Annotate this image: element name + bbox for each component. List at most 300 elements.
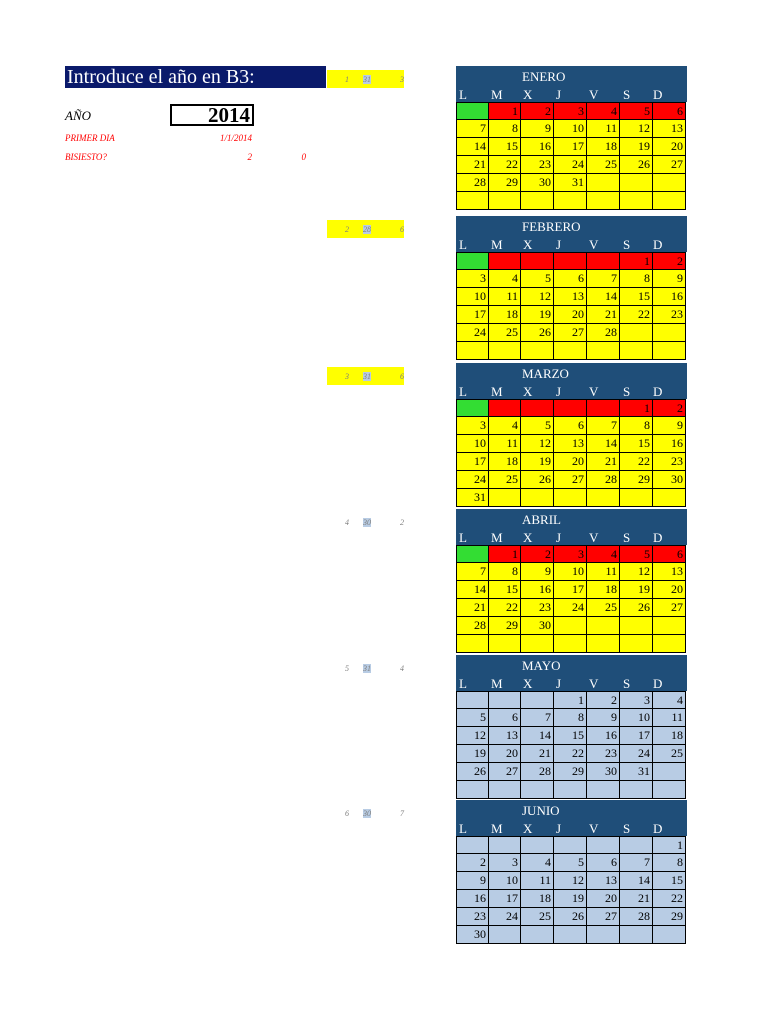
aux-value: 30 <box>363 809 371 818</box>
day-cell[interactable]: 23 <box>521 156 554 174</box>
day-cell[interactable] <box>554 617 587 635</box>
day-cell[interactable]: 28 <box>521 763 554 781</box>
day-cell[interactable]: 19 <box>620 581 653 599</box>
day-cell[interactable] <box>456 836 489 854</box>
day-cell[interactable]: 26 <box>620 599 653 617</box>
weekday-label: L <box>459 530 467 545</box>
aux-value: 28 <box>363 225 371 234</box>
day-cell[interactable]: 25 <box>489 324 521 342</box>
day-cell[interactable] <box>653 617 686 635</box>
day-cell[interactable]: 20 <box>653 581 686 599</box>
weekday-label: D <box>653 384 663 399</box>
day-cell[interactable]: 24 <box>456 324 489 342</box>
weekday-label: M <box>491 237 503 252</box>
weekday-label: X <box>523 87 533 102</box>
day-cell[interactable]: 17 <box>554 138 587 156</box>
day-cell[interactable]: 7 <box>587 270 620 288</box>
day-cell[interactable] <box>620 489 653 507</box>
leap-label: BISIESTO? <box>65 152 107 162</box>
day-cell[interactable] <box>653 489 686 507</box>
day-cell[interactable]: 24 <box>554 156 587 174</box>
day-cell[interactable]: 20 <box>653 138 686 156</box>
day-cell[interactable]: 30 <box>521 174 554 192</box>
day-cell[interactable] <box>489 781 521 799</box>
day-cell[interactable]: 8 <box>620 417 653 435</box>
day-cell[interactable]: 22 <box>620 453 653 471</box>
day-cell[interactable]: 23 <box>521 599 554 617</box>
day-cell[interactable]: 22 <box>620 306 653 324</box>
day-cell[interactable]: 9 <box>653 417 686 435</box>
aux-value: 4 <box>345 518 349 527</box>
day-cell[interactable]: 31 <box>456 489 489 507</box>
day-cell[interactable]: 23 <box>587 745 620 763</box>
day-cell[interactable]: 7 <box>521 709 554 727</box>
month-aux-values <box>327 70 404 88</box>
day-cell[interactable]: 27 <box>653 156 686 174</box>
day-cell[interactable]: 14 <box>587 435 620 453</box>
month-calendar <box>456 509 687 653</box>
aux-value: 30 <box>363 518 371 527</box>
day-cell[interactable]: 7 <box>456 120 489 138</box>
day-cell[interactable]: 25 <box>489 471 521 489</box>
weekday-label: X <box>523 530 533 545</box>
weekday-label: J <box>556 87 562 102</box>
month-calendar <box>456 655 687 799</box>
day-cell[interactable] <box>521 399 554 417</box>
day-cell[interactable]: 1 <box>489 102 521 120</box>
day-cell[interactable]: 20 <box>554 306 587 324</box>
day-cell[interactable]: 1 <box>489 545 521 563</box>
day-cell[interactable]: 24 <box>620 745 653 763</box>
day-cell[interactable]: 2 <box>456 854 489 872</box>
month-header <box>456 800 687 836</box>
day-cell[interactable]: 14 <box>456 138 489 156</box>
day-cell[interactable]: 26 <box>554 908 587 926</box>
day-cell[interactable] <box>620 635 653 653</box>
month-aux-values <box>327 804 404 822</box>
day-cell[interactable] <box>620 174 653 192</box>
day-cell[interactable]: 23 <box>653 306 686 324</box>
day-cell[interactable] <box>554 489 587 507</box>
weekday-label: D <box>653 530 663 545</box>
day-cell[interactable]: 9 <box>521 563 554 581</box>
day-cell[interactable]: 13 <box>587 872 620 890</box>
day-cell[interactable] <box>554 836 587 854</box>
day-cell[interactable] <box>653 192 686 210</box>
day-cell[interactable]: 17 <box>489 890 521 908</box>
weekday-label: V <box>589 676 599 691</box>
day-cell[interactable]: 9 <box>653 270 686 288</box>
weekday-label: J <box>556 676 562 691</box>
day-cell[interactable]: 6 <box>489 709 521 727</box>
day-cell[interactable]: 12 <box>554 872 587 890</box>
day-cell[interactable]: 6 <box>653 102 686 120</box>
day-cell[interactable]: 30 <box>587 763 620 781</box>
day-cell[interactable] <box>620 192 653 210</box>
day-cell[interactable]: 4 <box>653 691 686 709</box>
day-cell[interactable] <box>521 192 554 210</box>
day-cell[interactable]: 27 <box>554 471 587 489</box>
day-cell[interactable] <box>489 399 521 417</box>
day-cell[interactable] <box>456 545 489 563</box>
day-cell[interactable]: 25 <box>653 745 686 763</box>
day-cell[interactable] <box>653 635 686 653</box>
day-cell[interactable]: 26 <box>456 763 489 781</box>
day-cell[interactable]: 5 <box>521 417 554 435</box>
day-cell[interactable] <box>521 836 554 854</box>
day-cell[interactable]: 3 <box>489 854 521 872</box>
day-cell[interactable]: 17 <box>620 727 653 745</box>
day-cell[interactable]: 13 <box>653 563 686 581</box>
day-cell[interactable]: 21 <box>456 599 489 617</box>
day-cell[interactable] <box>653 342 686 360</box>
day-cell[interactable] <box>489 836 521 854</box>
day-cell[interactable]: 11 <box>489 288 521 306</box>
day-cell[interactable]: 29 <box>489 174 521 192</box>
day-cell[interactable]: 19 <box>456 745 489 763</box>
weekday-label: L <box>459 87 467 102</box>
aux-value: 3 <box>345 372 349 381</box>
day-cell[interactable]: 4 <box>489 417 521 435</box>
day-cell[interactable]: 5 <box>554 854 587 872</box>
day-cell[interactable] <box>620 342 653 360</box>
weekday-label: L <box>459 676 467 691</box>
weekday-label: D <box>653 237 663 252</box>
day-cell[interactable] <box>587 252 620 270</box>
day-cell[interactable]: 5 <box>456 709 489 727</box>
day-cell[interactable]: 15 <box>489 581 521 599</box>
day-cell[interactable]: 9 <box>587 709 620 727</box>
day-cell[interactable] <box>456 192 489 210</box>
day-cell[interactable]: 16 <box>587 727 620 745</box>
day-cell[interactable]: 4 <box>587 102 620 120</box>
day-cell[interactable]: 6 <box>554 270 587 288</box>
day-cell[interactable]: 8 <box>620 270 653 288</box>
day-cell[interactable]: 24 <box>554 599 587 617</box>
day-cell[interactable]: 9 <box>521 120 554 138</box>
day-cell[interactable]: 12 <box>456 727 489 745</box>
day-cell[interactable]: 11 <box>587 563 620 581</box>
day-cell[interactable] <box>489 489 521 507</box>
day-cell[interactable]: 11 <box>521 872 554 890</box>
day-cell[interactable]: 3 <box>456 270 489 288</box>
day-cell[interactable]: 5 <box>521 270 554 288</box>
day-cell[interactable]: 7 <box>587 417 620 435</box>
aux-value: 5 <box>345 664 349 673</box>
day-cell[interactable]: 17 <box>456 306 489 324</box>
day-cell[interactable] <box>554 926 587 944</box>
day-cell[interactable]: 26 <box>620 156 653 174</box>
day-cell[interactable]: 12 <box>620 120 653 138</box>
day-cell[interactable] <box>456 781 489 799</box>
day-cell[interactable] <box>653 926 686 944</box>
weekday-label: V <box>589 237 599 252</box>
day-cell[interactable]: 27 <box>653 599 686 617</box>
day-cell[interactable]: 30 <box>653 471 686 489</box>
day-cell[interactable]: 29 <box>554 763 587 781</box>
day-cell[interactable]: 23 <box>653 453 686 471</box>
day-cell[interactable]: 6 <box>554 417 587 435</box>
day-cell[interactable]: 1 <box>620 399 653 417</box>
day-cell[interactable]: 19 <box>554 890 587 908</box>
day-cell[interactable]: 13 <box>554 435 587 453</box>
day-cell[interactable]: 22 <box>554 745 587 763</box>
day-cell[interactable] <box>489 635 521 653</box>
day-cell[interactable]: 31 <box>620 763 653 781</box>
year-label: AÑO <box>65 108 91 123</box>
day-cell[interactable]: 18 <box>521 890 554 908</box>
month-title: FEBRERO <box>522 219 581 234</box>
day-cell[interactable]: 8 <box>489 563 521 581</box>
day-cell[interactable]: 28 <box>456 174 489 192</box>
weekday-label: L <box>459 821 467 836</box>
year-input-cell[interactable]: 2014 <box>170 104 254 126</box>
day-cell[interactable]: 10 <box>620 709 653 727</box>
day-cell[interactable] <box>489 691 521 709</box>
month-header <box>456 216 687 252</box>
aux-value: 3 <box>400 75 404 84</box>
day-cell[interactable] <box>489 926 521 944</box>
day-cell[interactable]: 5 <box>620 545 653 563</box>
day-cell[interactable] <box>620 617 653 635</box>
day-cell[interactable]: 10 <box>554 563 587 581</box>
day-cell[interactable]: 4 <box>489 270 521 288</box>
day-cell[interactable] <box>587 926 620 944</box>
day-cell[interactable]: 27 <box>587 908 620 926</box>
day-cell[interactable]: 15 <box>620 435 653 453</box>
day-cell[interactable]: 21 <box>620 890 653 908</box>
day-cell[interactable]: 22 <box>653 890 686 908</box>
weekday-label: M <box>491 384 503 399</box>
day-cell[interactable]: 4 <box>587 545 620 563</box>
day-cell[interactable]: 16 <box>653 435 686 453</box>
day-cell[interactable]: 14 <box>620 872 653 890</box>
day-cell[interactable]: 24 <box>489 908 521 926</box>
day-cell[interactable]: 9 <box>456 872 489 890</box>
day-cell[interactable]: 29 <box>653 908 686 926</box>
day-cell[interactable]: 1 <box>620 252 653 270</box>
day-cell[interactable] <box>521 342 554 360</box>
day-cell[interactable]: 26 <box>521 324 554 342</box>
day-cell[interactable] <box>620 836 653 854</box>
day-cell[interactable]: 2 <box>521 545 554 563</box>
day-cell[interactable]: 16 <box>521 138 554 156</box>
day-cell[interactable]: 31 <box>554 174 587 192</box>
day-cell[interactable]: 8 <box>489 120 521 138</box>
day-cell[interactable]: 8 <box>554 709 587 727</box>
aux-value: 6 <box>345 809 349 818</box>
day-cell[interactable]: 18 <box>489 306 521 324</box>
day-cell[interactable]: 2 <box>653 399 686 417</box>
day-cell[interactable]: 1 <box>653 836 686 854</box>
day-cell[interactable]: 7 <box>620 854 653 872</box>
day-cell[interactable]: 19 <box>620 138 653 156</box>
day-cell[interactable] <box>554 252 587 270</box>
day-cell[interactable] <box>653 781 686 799</box>
day-cell[interactable] <box>587 342 620 360</box>
day-cell[interactable] <box>587 781 620 799</box>
day-cell[interactable]: 21 <box>587 306 620 324</box>
day-cell[interactable] <box>620 926 653 944</box>
day-cell[interactable] <box>554 342 587 360</box>
day-cell[interactable] <box>554 635 587 653</box>
day-cell[interactable]: 4 <box>521 854 554 872</box>
day-cell[interactable]: 10 <box>456 288 489 306</box>
day-cell[interactable] <box>456 691 489 709</box>
day-cell[interactable]: 8 <box>653 854 686 872</box>
month-header <box>456 509 687 545</box>
day-cell[interactable]: 10 <box>456 435 489 453</box>
weekday-label: L <box>459 237 467 252</box>
day-cell[interactable] <box>554 192 587 210</box>
day-cell[interactable]: 3 <box>554 545 587 563</box>
day-cell[interactable]: 25 <box>587 156 620 174</box>
day-cell[interactable]: 12 <box>521 435 554 453</box>
day-cell[interactable]: 6 <box>653 545 686 563</box>
day-cell[interactable]: 2 <box>521 102 554 120</box>
day-cell[interactable]: 28 <box>620 908 653 926</box>
day-cell[interactable] <box>521 252 554 270</box>
day-cell[interactable] <box>521 635 554 653</box>
day-cell[interactable]: 14 <box>521 727 554 745</box>
day-cell[interactable]: 28 <box>456 617 489 635</box>
day-cell[interactable] <box>521 691 554 709</box>
day-cell[interactable] <box>587 635 620 653</box>
day-cell[interactable] <box>587 617 620 635</box>
day-cell[interactable]: 17 <box>456 453 489 471</box>
day-cell[interactable]: 2 <box>653 252 686 270</box>
day-cell[interactable]: 15 <box>554 727 587 745</box>
month-title: MARZO <box>522 366 569 381</box>
day-cell[interactable]: 3 <box>456 417 489 435</box>
day-cell[interactable]: 11 <box>489 435 521 453</box>
day-cell[interactable]: 30 <box>521 617 554 635</box>
day-cell[interactable]: 25 <box>521 908 554 926</box>
day-cell[interactable]: 20 <box>587 890 620 908</box>
day-cell[interactable]: 19 <box>521 306 554 324</box>
day-cell[interactable]: 12 <box>521 288 554 306</box>
month-aux-values <box>327 659 404 677</box>
weekday-label: J <box>556 384 562 399</box>
day-cell[interactable]: 28 <box>587 471 620 489</box>
day-cell[interactable] <box>456 399 489 417</box>
day-cell[interactable] <box>587 399 620 417</box>
day-cell[interactable] <box>489 192 521 210</box>
aux-value: 6 <box>400 225 404 234</box>
day-cell[interactable]: 16 <box>456 890 489 908</box>
day-cell[interactable]: 21 <box>587 453 620 471</box>
day-cell[interactable]: 24 <box>456 471 489 489</box>
day-cell[interactable]: 22 <box>489 599 521 617</box>
day-cell[interactable]: 11 <box>653 709 686 727</box>
day-cell[interactable] <box>456 252 489 270</box>
day-cell[interactable] <box>653 324 686 342</box>
day-cell[interactable]: 13 <box>489 727 521 745</box>
day-cell[interactable]: 15 <box>489 138 521 156</box>
day-cell[interactable]: 10 <box>489 872 521 890</box>
day-cell[interactable]: 23 <box>456 908 489 926</box>
day-cell[interactable] <box>521 781 554 799</box>
day-cell[interactable]: 28 <box>587 324 620 342</box>
day-cell[interactable]: 3 <box>620 691 653 709</box>
day-cell[interactable]: 29 <box>489 617 521 635</box>
month-calendar <box>456 216 687 360</box>
day-cell[interactable]: 18 <box>587 581 620 599</box>
day-cell[interactable] <box>587 836 620 854</box>
day-cell[interactable]: 22 <box>489 156 521 174</box>
day-cell[interactable]: 2 <box>587 691 620 709</box>
day-cell[interactable] <box>587 489 620 507</box>
day-cell[interactable]: 5 <box>620 102 653 120</box>
day-cell[interactable]: 7 <box>456 563 489 581</box>
day-cell[interactable]: 10 <box>554 120 587 138</box>
day-cell[interactable]: 12 <box>620 563 653 581</box>
day-cell[interactable] <box>456 635 489 653</box>
day-cell[interactable]: 21 <box>456 156 489 174</box>
day-cell[interactable] <box>521 926 554 944</box>
day-cell[interactable] <box>521 489 554 507</box>
day-cell[interactable] <box>554 781 587 799</box>
day-cell[interactable]: 1 <box>554 691 587 709</box>
day-cell[interactable]: 16 <box>653 288 686 306</box>
day-cell[interactable]: 13 <box>653 120 686 138</box>
day-cell[interactable]: 29 <box>620 471 653 489</box>
weekday-label: L <box>459 384 467 399</box>
day-cell[interactable]: 14 <box>456 581 489 599</box>
day-cell[interactable]: 15 <box>620 288 653 306</box>
day-cell[interactable]: 3 <box>554 102 587 120</box>
day-cell[interactable] <box>620 781 653 799</box>
day-cell[interactable]: 27 <box>554 324 587 342</box>
day-cell[interactable]: 27 <box>489 763 521 781</box>
day-cell[interactable]: 11 <box>587 120 620 138</box>
aux-value: 1 <box>345 75 349 84</box>
day-cell[interactable]: 18 <box>489 453 521 471</box>
day-cell[interactable]: 20 <box>489 745 521 763</box>
day-cell[interactable] <box>456 342 489 360</box>
leap-value-a: 2 <box>247 152 252 162</box>
day-cell[interactable]: 20 <box>554 453 587 471</box>
day-cell[interactable] <box>653 763 686 781</box>
weekday-label: S <box>623 676 631 691</box>
day-cell[interactable] <box>489 342 521 360</box>
day-cell[interactable] <box>620 324 653 342</box>
day-cell[interactable] <box>587 192 620 210</box>
day-cell[interactable]: 18 <box>653 727 686 745</box>
weekday-label: V <box>589 530 599 545</box>
day-cell[interactable]: 16 <box>521 581 554 599</box>
day-cell[interactable] <box>653 174 686 192</box>
day-cell[interactable]: 6 <box>587 854 620 872</box>
day-cell[interactable]: 15 <box>653 872 686 890</box>
day-cell[interactable]: 18 <box>587 138 620 156</box>
day-cell[interactable] <box>587 174 620 192</box>
day-cell[interactable]: 21 <box>521 745 554 763</box>
aux-value: 6 <box>400 372 404 381</box>
weekday-label: V <box>589 821 599 836</box>
day-cell[interactable]: 17 <box>554 581 587 599</box>
day-cell[interactable]: 13 <box>554 288 587 306</box>
day-cell[interactable] <box>554 399 587 417</box>
day-cell[interactable] <box>456 102 489 120</box>
day-cell[interactable]: 30 <box>456 926 489 944</box>
day-cell[interactable]: 14 <box>587 288 620 306</box>
day-cell[interactable]: 26 <box>521 471 554 489</box>
weekday-label: S <box>623 530 631 545</box>
day-cell[interactable]: 25 <box>587 599 620 617</box>
day-cell[interactable]: 19 <box>521 453 554 471</box>
day-cell[interactable] <box>489 252 521 270</box>
